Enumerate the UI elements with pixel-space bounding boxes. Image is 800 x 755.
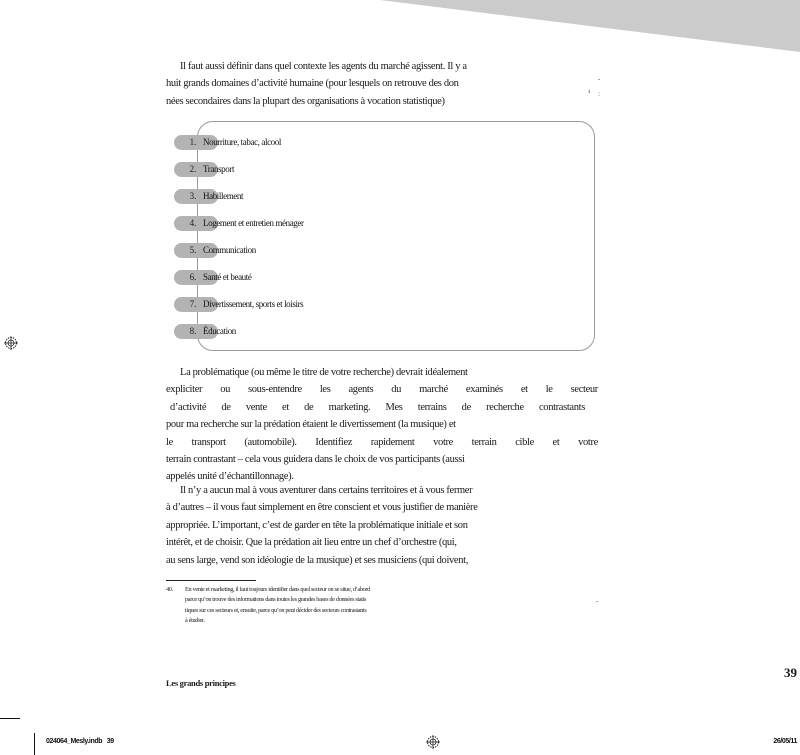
domain-list-item: [174, 188, 243, 204]
domain-label: Nourriture, tabac, alcool: [203, 137, 281, 147]
domain-list-item: [174, 242, 256, 258]
para2-justified-line: [166, 434, 598, 451]
word: vente: [245, 401, 267, 413]
domain-label: Transport: [203, 164, 235, 174]
word: votre: [433, 436, 453, 448]
domain-number-pill: 8.: [174, 324, 218, 339]
problematique-paragraph: [166, 364, 598, 486]
domain-number-pill: 7.: [174, 297, 218, 312]
word: terrains: [417, 401, 447, 413]
word: de: [304, 401, 314, 413]
para3-line: au sens large, vend son idéologie de la musique) et ses musiciens (qui doivent,: [166, 554, 468, 566]
word: secteur: [570, 384, 598, 396]
domain-number-pill: 2.: [174, 162, 218, 177]
para3-line: appropriée. L’important, c’est de garder en tête la problématique initiale et son: [166, 519, 468, 531]
word: marketing.: [328, 401, 371, 413]
footnote-line: parce qu’on trouve des informations dans toutes les grandes bases de données statis: [185, 596, 367, 604]
domain-list-item: [174, 134, 281, 150]
footnote-number: 40.: [166, 586, 173, 593]
word: rapidement: [370, 436, 415, 448]
page-number: 39: [784, 665, 797, 680]
domain-number-pill: 3.: [174, 189, 218, 204]
domain-list-item: [174, 269, 251, 285]
word: du: [391, 384, 402, 396]
word: terrain: [471, 436, 497, 448]
domain-label: Santé et beauté: [203, 272, 252, 282]
word: examinés: [465, 384, 503, 396]
crop-mark-horizontal: [0, 718, 20, 719]
margin-hyphen: -: [598, 75, 601, 83]
word: (automobile).: [244, 436, 297, 448]
word: sous-entendre: [248, 384, 302, 396]
slug-filename: 024064_Mesly.indb 39: [46, 738, 114, 745]
footnote-40: [166, 585, 405, 627]
domain-list-item: [174, 161, 234, 177]
footnote-separator: [166, 580, 256, 581]
para2-line: terrain contrastant – cela vous guidera dans le choix de vos participants (aussi: [166, 453, 465, 465]
word: cible: [515, 436, 534, 448]
word: agents: [348, 384, 374, 396]
domain-label: Habillement: [203, 191, 244, 201]
registration-mark-icon: [4, 336, 18, 350]
domain-label: Logement et entretien ménager: [203, 218, 304, 228]
domain-number-pill: 1.: [174, 135, 218, 150]
crop-mark-vertical: [34, 733, 35, 755]
para2-justified-line: [166, 381, 598, 398]
domain-list-item: [174, 215, 304, 231]
word: de: [461, 401, 471, 413]
slug-date: 26/05/11: [773, 738, 797, 745]
footnote-line: tiques sur ces secteurs et, ensuite, parce qu’on peut décider des secteurs contrastants: [185, 606, 367, 614]
word: le: [545, 384, 553, 396]
word: et: [282, 401, 289, 413]
word: de: [221, 401, 231, 413]
footnote-line: à étudier.: [185, 617, 205, 625]
para2-line: pour ma recherche sur la prédation étaient le divertissement (la musique) et: [166, 419, 456, 431]
territories-paragraph: [166, 482, 478, 569]
page-curl-shade: [0, 0, 800, 60]
domains-box: [197, 121, 595, 351]
domain-label: Communication: [203, 245, 256, 255]
domain-list-item: [174, 296, 303, 312]
footnote-margin-hyphen: -: [596, 597, 599, 605]
footnote-line: En vente et marketing, il faut toujours identifier dans quel secteur on se situe, d’abord: [185, 586, 370, 593]
para2-justified-line: [166, 399, 585, 416]
domain-number-pill: 5.: [174, 243, 218, 258]
margin-colon: :: [598, 90, 600, 98]
word: et: [520, 384, 528, 396]
para3-line: intérêt, et de choisir. Que la prédation ait lieu entre un chef d’orchestre (qui,: [166, 537, 457, 549]
domain-number-pill: 4.: [174, 216, 218, 231]
para3-line: Il n’y a aucun mal à vous aventurer dans certains territoires et à vous fermer: [180, 485, 473, 496]
word: et: [552, 436, 560, 448]
word: votre: [578, 436, 598, 448]
domain-label: Divertissement, sports et loisirs: [203, 299, 304, 309]
registration-mark-icon: [426, 735, 440, 749]
word: le: [166, 436, 173, 448]
para3-line: à d’autres – il vous faut simplement en être conscient et vous justifier de manière: [166, 502, 478, 514]
word: Mes: [385, 401, 403, 413]
footnote-ref-marker: 4: [588, 90, 591, 95]
word: marché: [419, 384, 448, 396]
running-footer-title: Les grands principes: [166, 678, 236, 688]
para2-line: appelés unité d’échantillonnage).: [166, 471, 294, 483]
footnote-text: [185, 585, 405, 627]
word: transport: [191, 436, 226, 448]
word: contrastants: [538, 401, 585, 413]
intro-line: nées secondaires dans la plupart des organisations à vocation statistique): [166, 95, 445, 107]
domain-list-item: [174, 323, 236, 339]
word: d’activité: [170, 401, 207, 413]
word: recherche: [486, 401, 524, 413]
para2-line: La problématique (ou même le titre de votre recherche) devrait idéalement: [180, 367, 468, 378]
domain-label: Éducation: [203, 326, 236, 336]
word: ou: [220, 384, 230, 396]
domain-number-pill: 6.: [174, 270, 218, 285]
page-curl-shape: [380, 0, 800, 52]
intro-paragraph: [166, 58, 467, 110]
word: expliciter: [166, 384, 203, 396]
word: Identifiez: [315, 436, 353, 448]
word: les: [319, 384, 331, 396]
intro-line: huit grands domaines d’activité humaine (pour lesquels on retrouve des don: [166, 78, 459, 90]
intro-line: Il faut aussi définir dans quel contexte les agents du marché agissent. Il y a: [180, 61, 467, 72]
